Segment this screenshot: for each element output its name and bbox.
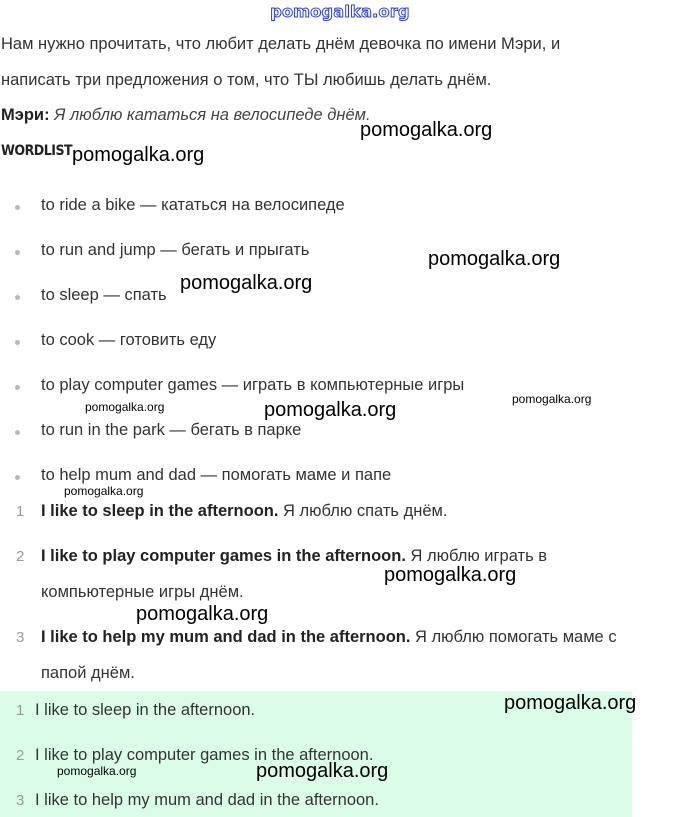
answer-sentence: I like to play computer games in the afternoon. bbox=[35, 746, 374, 764]
bullet-icon bbox=[15, 295, 20, 300]
example-number: 3 bbox=[16, 629, 25, 646]
watermark: pomogalka.org bbox=[57, 764, 137, 778]
watermark: pomogalka.org bbox=[72, 144, 205, 166]
watermark: pomogalka.org bbox=[360, 119, 493, 141]
intro-line-2: написать три предложения о том, что ТЫ любишь делать днём. bbox=[1, 71, 492, 89]
list-item: to help mum and dad — помогать маме и папе bbox=[41, 466, 392, 484]
example-sentence bbox=[41, 628, 617, 647]
example-ru: Я люблю играть в bbox=[405, 547, 548, 565]
list-item: to run in the park — бегать в парке bbox=[41, 421, 302, 439]
watermark: pomogalka.org bbox=[428, 248, 561, 270]
bullet-icon bbox=[15, 250, 20, 255]
bullet-icon bbox=[15, 205, 20, 210]
watermark: pomogalka.org bbox=[504, 692, 637, 714]
intro-line-1: Нам нужно прочитать, что любит делать днём девочка по имени Мэри, и bbox=[1, 35, 561, 53]
mary-quote-text: Я люблю кататься на велосипеде днём. bbox=[54, 106, 371, 124]
bullet-icon bbox=[15, 385, 20, 390]
example-en: I like to sleep in the afternoon. bbox=[41, 502, 279, 520]
watermark: pomogalka.org bbox=[264, 399, 397, 421]
bullet-icon bbox=[15, 475, 20, 480]
list-item: to play computer games — играть в компьютерные игры bbox=[41, 376, 465, 394]
answer-number: 3 bbox=[16, 792, 25, 809]
example-sentence bbox=[41, 502, 447, 521]
watermark: pomogalka.org bbox=[256, 760, 389, 782]
answer-sentence: I like to help my mum and dad in the afternoon. bbox=[35, 791, 379, 809]
list-item: to cook — готовить еду bbox=[41, 331, 217, 349]
example-ru: Я люблю спать днём. bbox=[278, 502, 448, 520]
example-en: I like to help my mum and dad in the afternoon. bbox=[41, 628, 411, 646]
mary-quote bbox=[1, 106, 371, 125]
example-number: 2 bbox=[16, 548, 25, 565]
watermark: pomogalka.org bbox=[136, 603, 269, 625]
wordlist-heading: WORDLIST bbox=[1, 143, 73, 159]
watermark: pomogalka.org bbox=[512, 392, 592, 406]
answer-number: 2 bbox=[16, 747, 25, 764]
answer-sentence: I like to sleep in the afternoon. bbox=[35, 701, 256, 719]
example-en: I like to play computer games in the afternoon. bbox=[41, 547, 406, 565]
watermark: pomogalka.org bbox=[384, 564, 517, 586]
mary-name: Мэри: bbox=[1, 106, 50, 124]
example-ru-continued: папой днём. bbox=[41, 664, 135, 682]
example-number: 1 bbox=[16, 503, 25, 520]
answer-number: 1 bbox=[16, 702, 25, 719]
bullet-icon bbox=[15, 430, 20, 435]
list-item: to run and jump — бегать и прыгать bbox=[41, 241, 310, 259]
watermark: pomogalka.org bbox=[64, 484, 144, 498]
list-item: to sleep — спать bbox=[41, 286, 167, 304]
watermark: pomogalka.org bbox=[180, 272, 313, 294]
bullet-icon bbox=[15, 340, 20, 345]
watermark: pomogalka.org bbox=[85, 400, 165, 414]
site-logo: pomogalka.org bbox=[270, 2, 410, 21]
list-item: to ride a bike — кататься на велосипеде bbox=[41, 196, 345, 214]
example-ru: Я люблю помогать маме с bbox=[410, 628, 617, 646]
example-ru-continued: компьютерные игры днём. bbox=[41, 583, 244, 601]
